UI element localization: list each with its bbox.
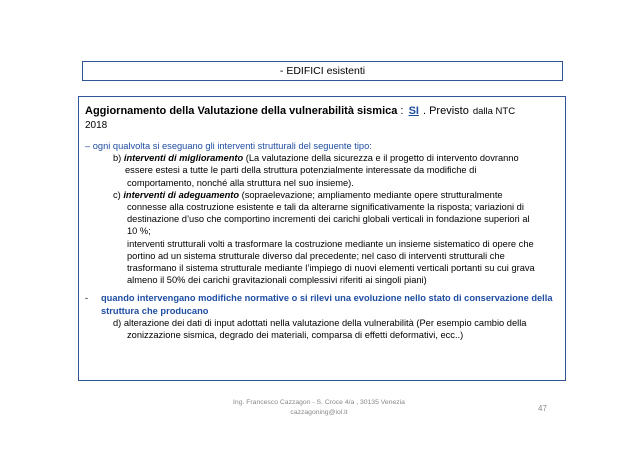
- item-b-term: interventi di miglioramento: [123, 153, 244, 164]
- item-c-line2: connesse alla costruzione esistente e tali da alterarne significativamente la risposta; variazioni di: [127, 202, 524, 213]
- item-b-line1: [85, 152, 559, 164]
- item-c-line5: interventi strutturali volti a trasformare la costruzione mediante un insieme sistematico di opere che: [127, 238, 534, 249]
- item-c-prefix: c): [113, 189, 124, 200]
- section-title: - EDIFICI esistenti: [279, 65, 366, 77]
- title-year: 2018: [85, 120, 108, 131]
- item-c-line6: portino ad un sistema strutturale diverso dal precedente; nel caso di interventi strutturali che: [127, 250, 505, 261]
- item-b-rest: (La valutazione della sicurezza e il progetto di intervento dovranno: [243, 153, 519, 164]
- footer-address: Ing. Francesco Cazzagon - S. Croce 4/a , 30135 Venezia: [233, 399, 405, 406]
- intro-line: – ogni qualvolta si eseguano gli interventi strutturali del seguente tipo:: [85, 141, 372, 151]
- item-d-line2: zonizzazione sismica, degrado dei materiali, comparsa di effetti deformativi, ecc..): [127, 330, 464, 341]
- title-colon: :: [397, 105, 404, 117]
- section-header: [82, 61, 563, 81]
- item-b-line2: essere estesi a tutte le parti della struttura potenzialmente interessate da modifiche di: [125, 165, 477, 176]
- item-c-line4: 10 %;: [127, 226, 151, 237]
- item-d-line1: d) alterazione dei dati di input adottati nella valutazione della vulnerabilità (Per esempio cambio della: [113, 317, 527, 328]
- footer-email: cazzagoning@iol.it: [290, 409, 348, 416]
- item-c-rest: (sopraelevazione; ampliamento mediante opere strutturalmente: [239, 189, 503, 200]
- modification-line2: struttura che producano: [101, 305, 209, 316]
- item-c-term: interventi di adeguamento: [123, 189, 240, 200]
- item-c-line8: almeno il 50% dei carichi gravitazionali complessivi riferiti ai singoli piani): [127, 275, 427, 286]
- item-b-line3: comportamento, nonché alla struttura nel suo insieme).: [127, 177, 354, 188]
- title-after: . Previsto: [422, 105, 469, 117]
- modification-block: [85, 292, 559, 341]
- content-title: [85, 104, 559, 119]
- item-c-line3: destinazione d’uso che comportino incrementi dei carichi globali verticali in fondazione superiori al: [127, 214, 530, 225]
- item-b-prefix: b): [113, 153, 124, 164]
- modification-text1: quando intervengano modifiche normative o si rilevi una evoluzione nello stato di conservazione della: [101, 293, 553, 304]
- title-small: dalla NTC: [472, 106, 516, 117]
- page-number: 47: [538, 404, 547, 413]
- content-box: [78, 96, 566, 381]
- dash-bullet: -: [85, 293, 89, 304]
- title-bold: Aggiornamento della Valutazione della vulnerabilità sismica: [85, 105, 398, 117]
- modification-line1: [85, 292, 559, 304]
- item-c-line7: trasformano il sistema strutturale mediante l’impiego di nuovi elementi verticali portanti su cui grava: [127, 263, 535, 274]
- item-c-line1: [85, 189, 559, 201]
- title-si: SI: [408, 105, 419, 117]
